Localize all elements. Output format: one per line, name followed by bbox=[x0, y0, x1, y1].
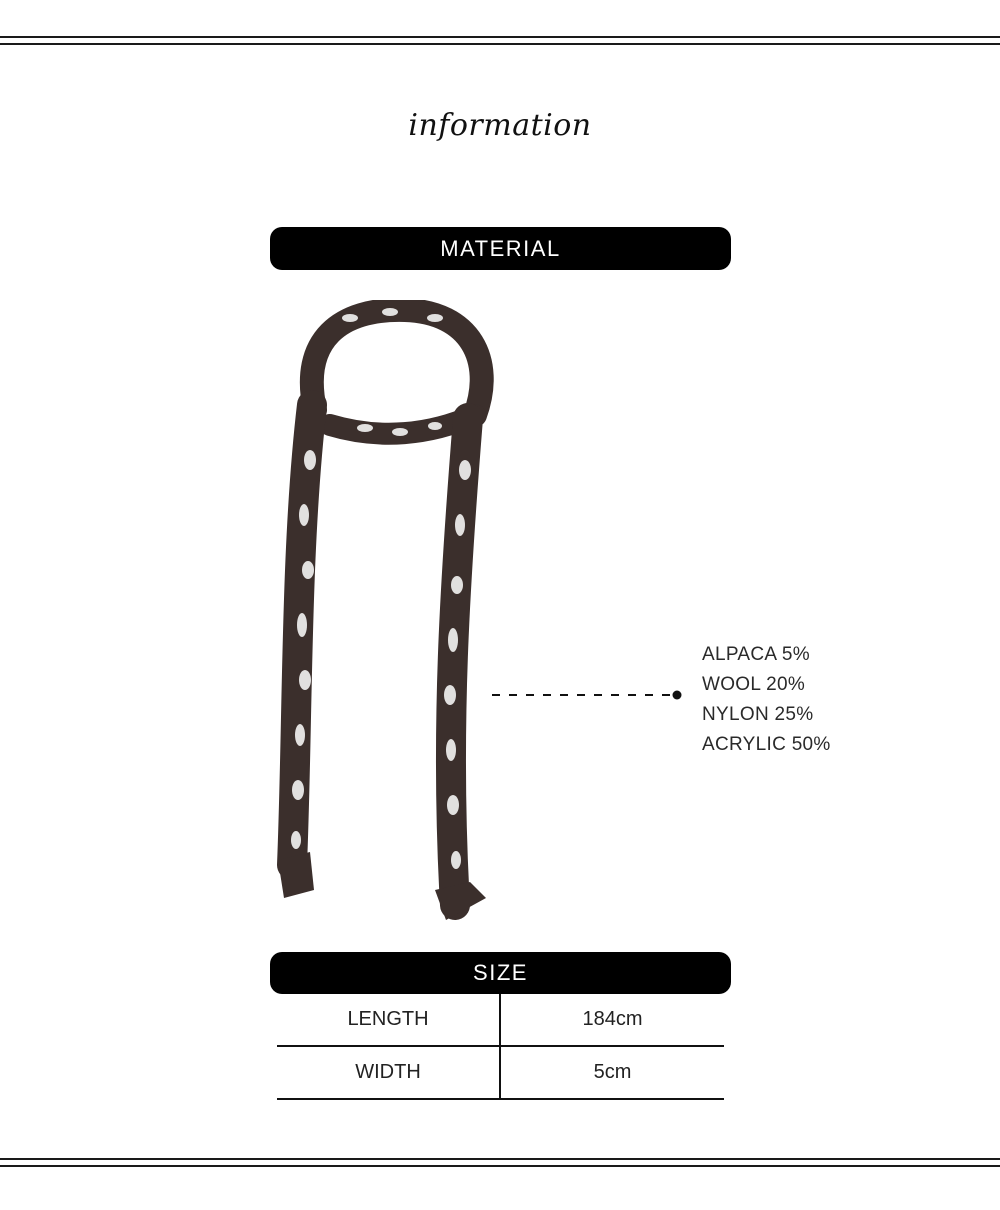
table-row bbox=[277, 994, 724, 1046]
material-item: ACRYLIC 50% bbox=[702, 734, 831, 755]
size-label-width: WIDTH bbox=[277, 1046, 500, 1099]
size-table bbox=[277, 994, 724, 1100]
table-row bbox=[277, 1046, 724, 1099]
top-divider-line-1 bbox=[0, 36, 1000, 38]
material-item: WOOL 20% bbox=[702, 674, 806, 695]
bottom-divider-line-1 bbox=[0, 1158, 1000, 1160]
material-item: ALPACA 5% bbox=[702, 644, 810, 665]
bottom-divider-line-2 bbox=[0, 1165, 1000, 1167]
material-item: NYLON 25% bbox=[702, 704, 814, 725]
top-divider-line-2 bbox=[0, 43, 1000, 45]
size-value-width: 5cm bbox=[500, 1046, 724, 1099]
size-value-length: 184cm bbox=[500, 994, 724, 1046]
material-header: MATERIAL bbox=[270, 227, 731, 270]
knit-scarf-image bbox=[270, 300, 500, 930]
page-title: information bbox=[408, 108, 592, 143]
material-leader-line bbox=[490, 685, 690, 705]
material-composition-list bbox=[702, 640, 831, 760]
size-header: SIZE bbox=[270, 952, 731, 994]
size-label-length: LENGTH bbox=[277, 994, 500, 1046]
